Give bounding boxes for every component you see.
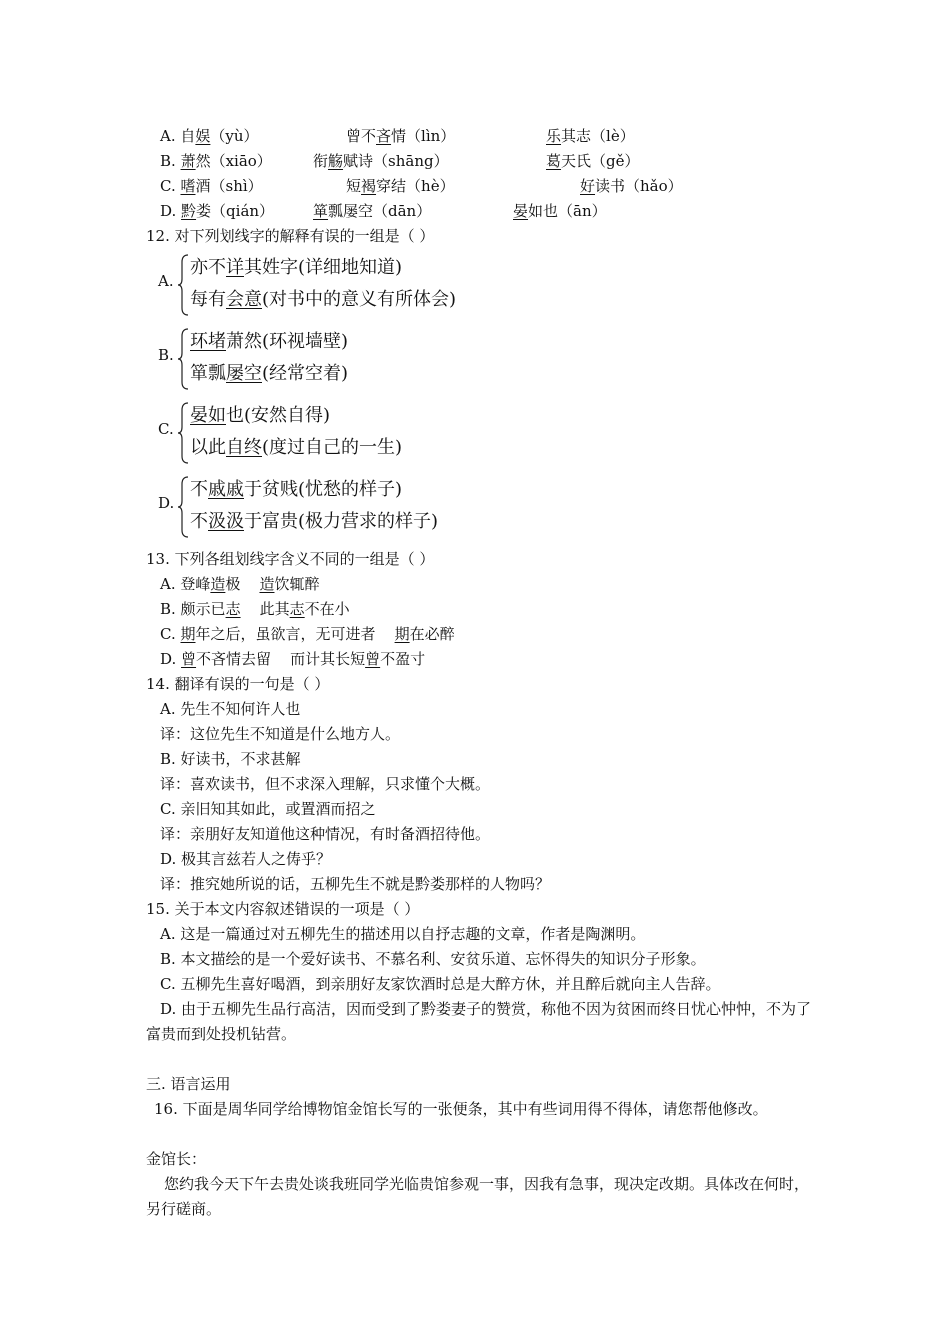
q13-stem: 13. 下列各组划线字含义不同的一组是（ ） xyxy=(146,550,435,568)
q14-stem: 14. 翻译有误的一句是（ ） xyxy=(146,675,330,693)
q15-stem: 15. 关于本文内容叙述错误的一项是（ ） xyxy=(146,900,420,918)
q11-option-b-col1: B. 萧然（xiāo） xyxy=(160,152,272,170)
q12-option-b-line2: 箪瓢屡空(经常空着) xyxy=(190,363,349,384)
q14-line: C. 亲旧知其如此，或置酒而招之 xyxy=(160,800,376,818)
q12-option-c-line1: 晏如也(安然自得) xyxy=(190,405,331,426)
q13-option-b: B. 颇示已志 此其志不在小 xyxy=(160,600,350,618)
q12-option-a-line1: 亦不详其姓字(详细地知道) xyxy=(190,257,403,278)
q14-line: 译：亲朋好友知道他这种情况，有时备酒招待他。 xyxy=(160,825,491,843)
q14-line: 译：推究她所说的话，五柳先生不就是黔娄那样的人物吗？ xyxy=(160,875,551,893)
q12-option-b-line1: 环堵萧然(环视墙壁) xyxy=(190,331,349,352)
q12-option-c-line2: 以此自终(度过自己的一生) xyxy=(190,437,403,458)
q14-line: D. 极其言兹若人之俦乎？ xyxy=(160,850,332,868)
q12-stem: 12. 对下列划线字的解释有误的一组是（ ） xyxy=(146,227,435,245)
q15-option-d: D. 由于五柳先生品行高洁，因而受到了黔娄妻子的赞赏，称他不因为贫困而终日忧心忡忡，不为了富贵而到处投机钻营。 xyxy=(146,1000,812,1043)
q12-option-b xyxy=(158,326,558,392)
brace-icon xyxy=(178,402,190,464)
q11-option-c-col3: 好读书（hǎo） xyxy=(580,177,683,195)
q12-option-c xyxy=(158,400,558,466)
q14-line: 译：这位先生不知道是什么地方人。 xyxy=(160,725,401,743)
q13-option-a: A. 登峰造极 造饮辄醉 xyxy=(160,575,320,593)
q12-option-a xyxy=(158,252,558,318)
q15-option-a: A. 这是一篇通过对五柳先生的描述用以自抒志趣的文章，作者是陶渊明。 xyxy=(160,925,646,943)
q12-option-label: A. xyxy=(158,272,174,290)
q12-option-a-line2: 每有会意(对书中的意义有所体会) xyxy=(190,289,457,310)
q11-option-a-col1: A. 自娱（yù） xyxy=(160,127,259,145)
q14-line: 译：喜欢读书，但不求深入理解，只求懂个大概。 xyxy=(160,775,491,793)
q14-line: B. 好读书，不求甚解 xyxy=(160,750,301,768)
brace-icon xyxy=(178,476,190,538)
q11-option-a-col3: 乐其志（lè） xyxy=(546,127,635,145)
q11-option-b-col3: 葛天氏（gě） xyxy=(546,152,640,170)
q11-option-d-col1: D. 黔娄（qián） xyxy=(160,202,275,220)
q13-option-c: C. 期年之后，虽欲言，无可进者 期在必醉 xyxy=(160,625,455,643)
q12-option-label: B. xyxy=(158,346,174,364)
brace-icon xyxy=(178,254,190,316)
q12-option-label: D. xyxy=(158,494,175,512)
q11-option-b-col2: 衔觞赋诗（shāng） xyxy=(313,152,449,170)
q16-stem: 16. 下面是周华同学给博物馆金馆长写的一张便条，其中有些词用得不得体，请您帮他修改。 xyxy=(154,1100,768,1118)
q11-option-c-col1: C. 嗜酒（shì） xyxy=(160,177,263,195)
note-body: 您约我今天下午去贵处谈我班同学光临贵馆参观一事，因我有急事，现决定改期。具体改在何时，另行磋商。 xyxy=(146,1175,810,1218)
q15-option-b: B. 本文描绘的是一个爱好读书、不慕名利、安贫乐道、忘怀得失的知识分子形象。 xyxy=(160,950,706,968)
q12-option-d-line1: 不戚戚于贫贱(忧愁的样子) xyxy=(190,479,403,500)
q12-option-d-line2: 不汲汲于富贵(极力营求的样子) xyxy=(190,511,439,532)
q14-line: A. 先生不知何许人也 xyxy=(160,700,301,718)
q12-option-d xyxy=(158,474,558,540)
q12-option-label: C. xyxy=(158,420,174,438)
q11-option-a-col2: 曾不吝情（lìn） xyxy=(346,127,456,145)
q11-option-c-col2: 短褐穿结（hè） xyxy=(346,177,455,195)
q11-option-d-col2: 箪瓢屡空（dān） xyxy=(313,202,432,220)
brace-icon xyxy=(178,328,190,390)
section-heading: 三. 语言运用 xyxy=(146,1075,231,1093)
q11-option-d-col3: 晏如也（ān） xyxy=(513,202,607,220)
q15-option-c: C. 五柳先生喜好喝酒，到亲朋好友家饮酒时总是大醉方休，并且醉后就向主人告辞。 xyxy=(160,975,721,993)
q13-option-d: D. 曾不吝情去留 而计其长短曾不盈寸 xyxy=(160,650,426,668)
note-salutation: 金馆长： xyxy=(146,1150,207,1168)
